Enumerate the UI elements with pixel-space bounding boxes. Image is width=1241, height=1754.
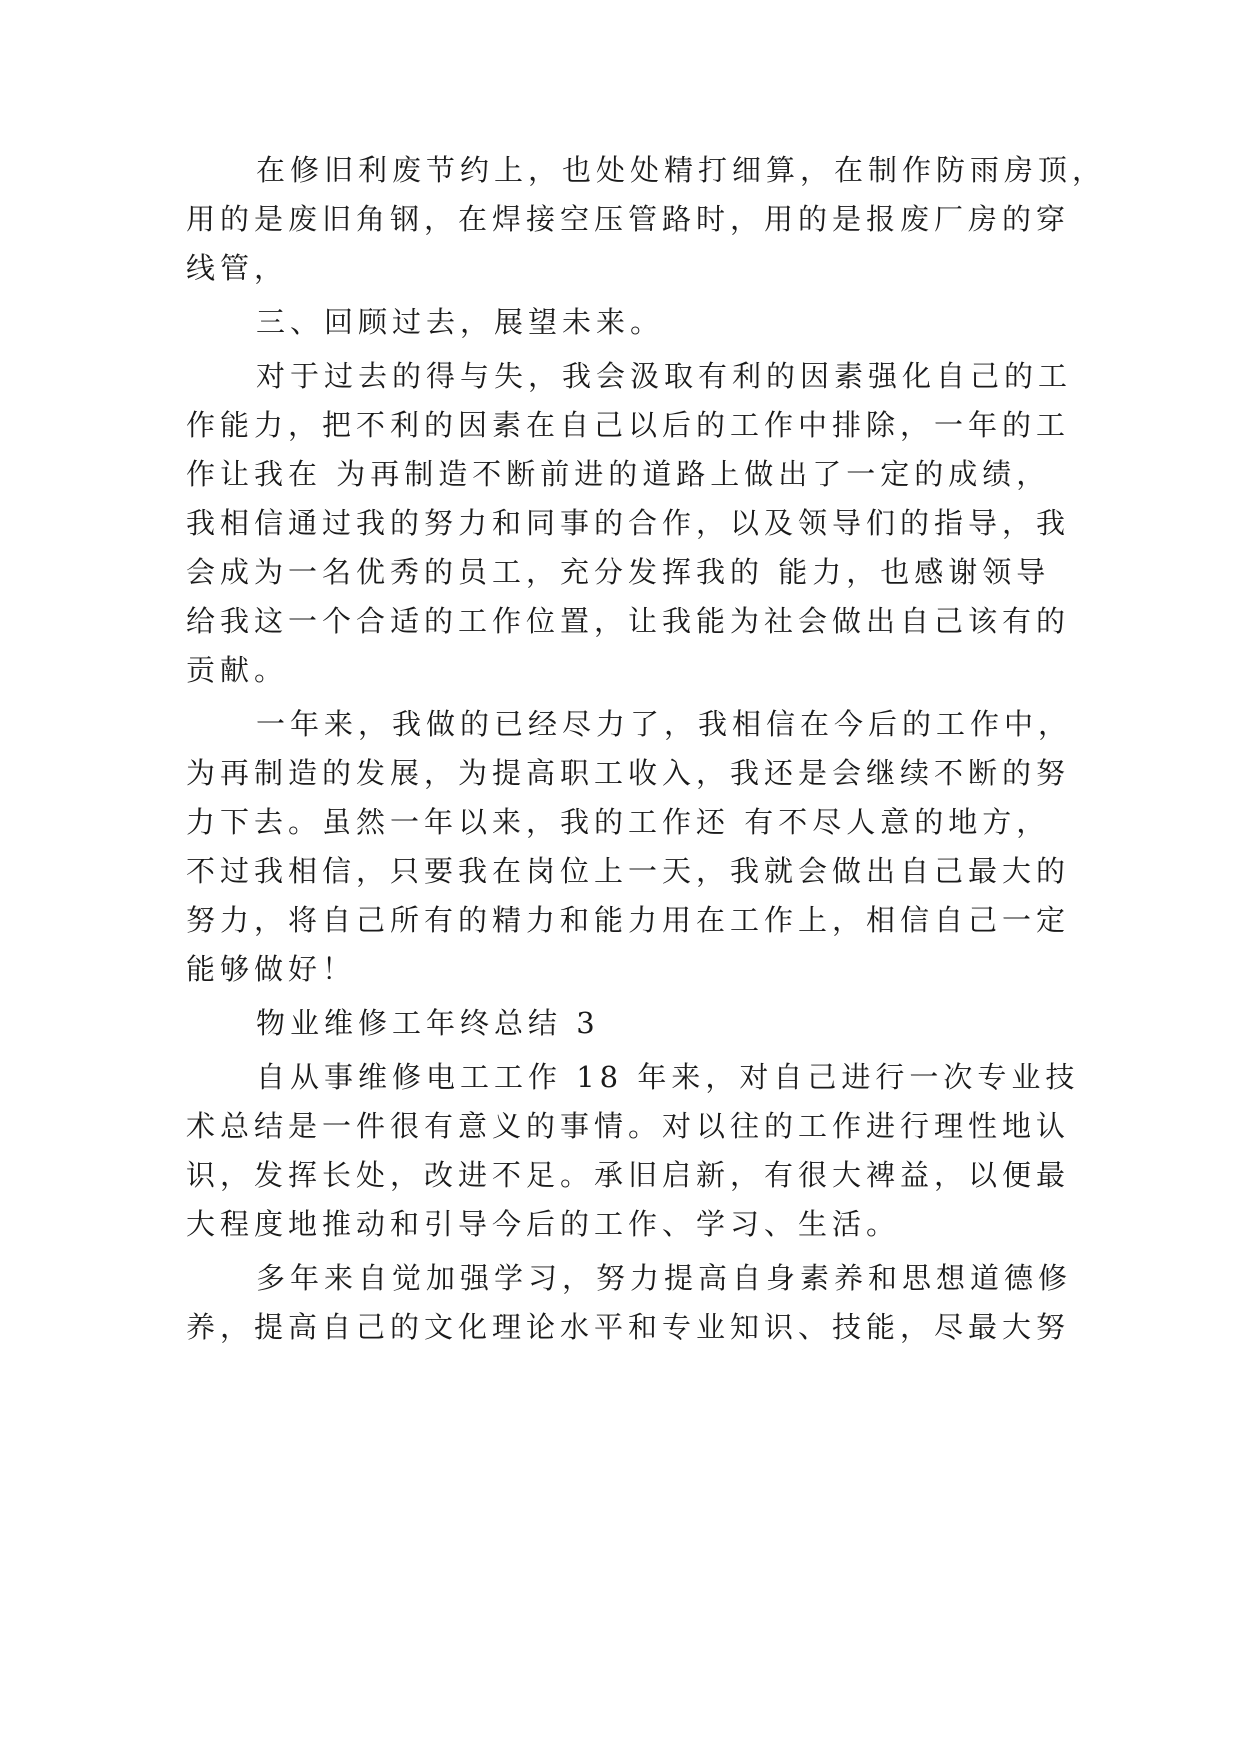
text-line: 多年来自觉加强学习，努力提高自身素养和思想道德修 — [256, 1261, 1073, 1295]
section-heading: 三、回顾过去，展望未来。 — [256, 305, 665, 339]
section-heading: 物业维修工年终总结 3 — [256, 1006, 600, 1040]
text-line: 识，发挥长处，改进不足。承旧启新，有很大裨益，以便最 — [186, 1158, 1071, 1192]
text-line: 作能力，把不利的因素在自己以后的工作中排除，一年的工 — [186, 408, 1071, 442]
text-line: 自从事维修电工工作 18 年来，对自己进行一次专业技 — [256, 1060, 1080, 1094]
text-line: 对于过去的得与失，我会汲取有利的因素强化自己的工 — [256, 359, 1073, 393]
text-line: 一年来，我做的已经尽力了，我相信在今后的工作中， — [256, 707, 1073, 741]
text-line: 我相信通过我的努力和同事的合作，以及领导们的指导，我 — [186, 506, 1071, 540]
text-line: 不过我相信，只要我在岗位上一天，我就会做出自己最大的 — [186, 854, 1071, 888]
text-line: 为再制造的发展，为提高职工收入，我还是会继续不断的努 — [186, 756, 1071, 790]
text-line: 术总结是一件很有意义的事情。对以往的工作进行理性地认 — [186, 1109, 1071, 1143]
text-line: 力下去。虽然一年以来，我的工作还 有不尽人意的地方， — [186, 805, 1051, 839]
text-line: 用的是废旧角钢，在焊接空压管路时，用的是报废厂房的穿 — [186, 202, 1071, 236]
text-line: 在修旧利废节约上，也处处精打细算，在制作防雨房顶， — [256, 153, 1107, 187]
text-line: 给我这一个合适的工作位置，让我能为社会做出自己该有的 — [186, 604, 1071, 638]
text-line: 能够做好！ — [186, 952, 357, 986]
text-line: 大程度地推动和引导今后的工作、学习、生活。 — [186, 1207, 901, 1241]
text-line: 会成为一名优秀的员工，充分发挥我的 能力，也感谢领导 — [186, 555, 1051, 589]
text-line: 努力，将自己所有的精力和能力用在工作上，相信自己一定 — [186, 903, 1071, 937]
text-line: 贡献。 — [186, 653, 289, 687]
text-line: 作让我在 为再制造不断前进的道路上做出了一定的成绩， — [186, 457, 1051, 491]
text-line: 线管， — [186, 251, 289, 285]
text-line: 养，提高自己的文化理论水平和专业知识、技能，尽最大努 — [186, 1310, 1071, 1344]
